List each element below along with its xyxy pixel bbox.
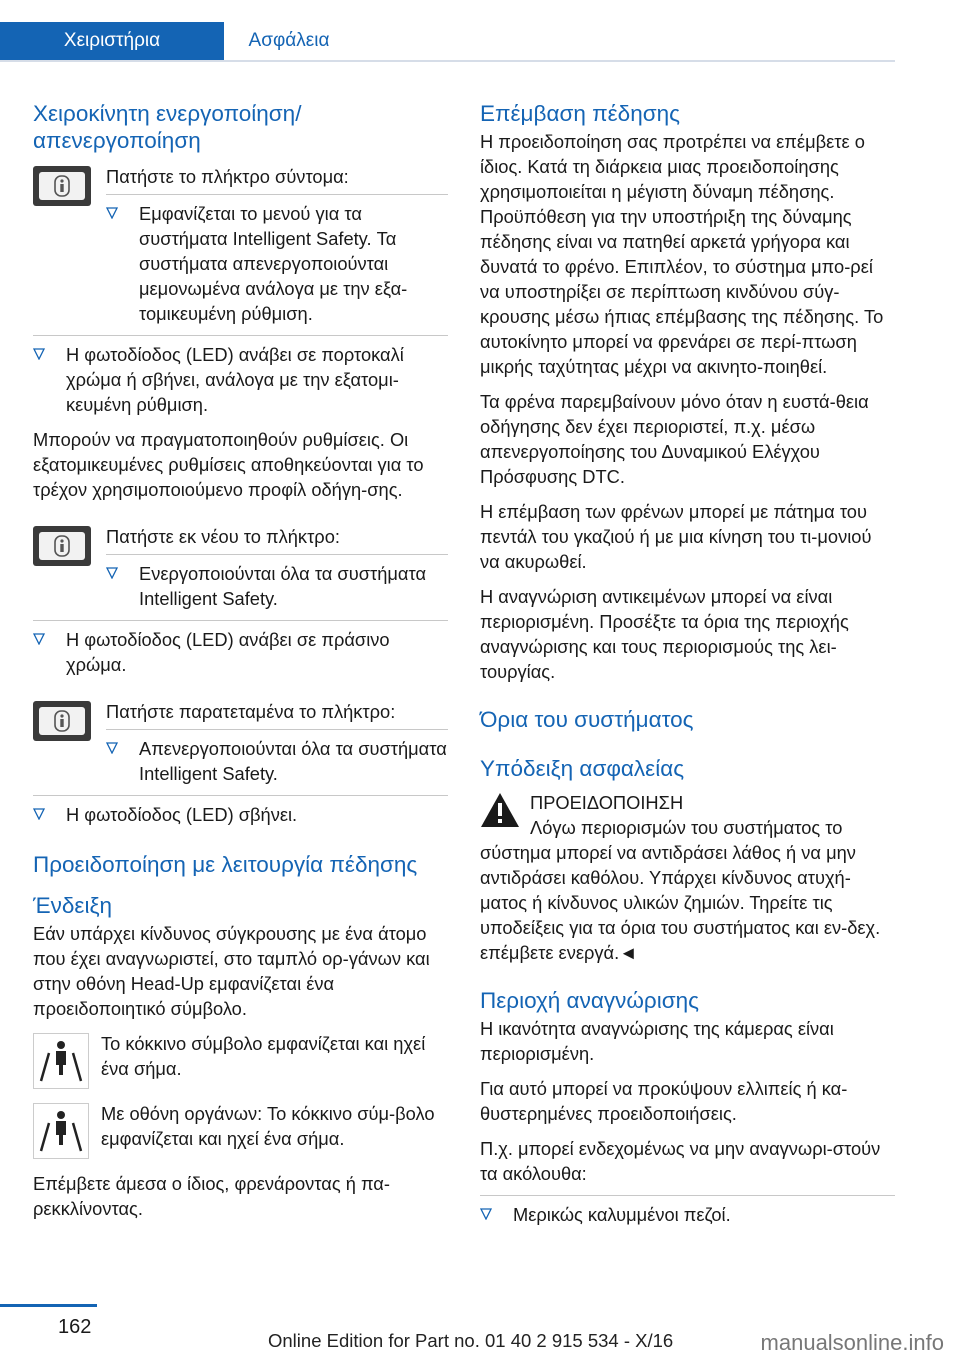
pedestrian-warning-icon — [33, 1033, 89, 1089]
header-tabs — [0, 0, 960, 60]
heading-warning-braking: Προειδοποίηση με λειτουργία πέδησης — [33, 852, 418, 877]
separator-line — [106, 554, 448, 555]
triangle-bullet-icon — [33, 633, 45, 645]
assist-button-icon — [33, 701, 91, 741]
brake-paragraph-1: Η προειδοποίηση σας προτρέπει να επέμβετε ο ίδιος. Κατά τη διάρκεια μιας προειδοποίησης χρησιμοποιείται η μέγιστη δύναμη πέδησης. Προϋπόθεση για την υποστήριξη της δύναμης πέδησης είναι να πατηθεί αρκετά γρήγορα και δυνατά το φρένο. Επιπλέον, το σύστημα μπο-ρεί να υποστηρίξει σε περίπτωση κινδύνου σύγ-κρουσης μέσω ήπιας επέμβασης της πέδησης. Το αυτοκίνητο μπορεί να φρενάρει σε περί-πτωση μικρής ταχύτητας μέχρι να ακινητο-ποιηθεί. — [480, 131, 884, 377]
bullet-text: Εμφανίζεται το μενού για τα συστήματα Intelligent Safety. Τα συστήματα απενεργοποιούνται μεμονωμένα ανάλογα με την εξα-τομικευμένη ρύθμιση. — [139, 203, 408, 324]
warning-triangle-icon — [480, 792, 520, 828]
triangle-bullet-icon — [480, 1208, 492, 1220]
assist-button-icon — [33, 166, 91, 206]
press-long-text: Πατήστε παρατεταμένα το πλήκτρο: — [106, 701, 396, 722]
bullet-menu — [106, 201, 448, 326]
bullet-led-green — [33, 627, 448, 677]
bullet-led-orange — [33, 342, 448, 417]
triangle-bullet-icon — [33, 808, 45, 820]
separator-line — [33, 620, 448, 621]
heading-detection-area: Περιοχή αναγνώρισης — [480, 988, 699, 1013]
bullet-activate-all — [106, 561, 448, 611]
bullet-text: Η φωτοδίοδος (LED) σβήνει. — [66, 804, 298, 825]
triangle-bullet-icon — [106, 207, 118, 219]
triangle-bullet-icon — [106, 567, 118, 579]
intervene-paragraph: Επέμβετε άμεσα ο ίδιος, φρενάροντας ή πα-ρεκκλίνοντας. — [33, 1173, 390, 1219]
area-paragraph-3: Π.χ. μπορεί ενδεχομένως να μην αναγνωρι-στούν τα ακόλουθα: — [480, 1138, 881, 1184]
heading-brake-intervention: Επέμβαση πέδησης — [480, 101, 680, 126]
warning-text: Λόγω περιορισμών του συστήματος το σύστημα μπορεί να αντιδράσει λάθος ή να μην αντιδράσει καθόλου. Υπάρχει κίνδυνος ατυχή-ματος ή κίνδυνος υλικών ζημιών. Τηρείτε τις υποδείξεις για τα όρια του συστήματος και εν-δεχ. επέμβετε ενεργά.◄ — [480, 817, 881, 963]
pedestrian-icon — [33, 1103, 89, 1159]
warning-block — [480, 790, 895, 815]
assist-button-icon — [33, 526, 91, 566]
edition-text: Online Edition for Part no. 01 40 2 915 534 - X/16 — [268, 1330, 674, 1351]
bullet-text: Η φωτοδίοδος (LED) ανάβει σε πορτοκαλί χρώμα ή σβήνει, ανάλογα με την εξατομι-κευμένη ρύθμιση. — [66, 344, 404, 415]
page-number: 162 — [58, 1316, 92, 1338]
bullet-text: Μερικώς καλυμμένοι πεζοί. — [513, 1204, 731, 1225]
separator-line — [33, 795, 448, 796]
brake-paragraph-4: Η αναγνώριση αντικειμένων μπορεί να είναι περιορισμένη. Προσέξτε τα όρια της περιοχής αναγνώρισης και τους περιορισμούς της λει-τουργίας. — [480, 586, 849, 682]
brake-paragraph-2: Τα φρένα παρεμβαίνουν μόνο όταν η ευστά-θεια οδήγησης δεν έχει περιοριστεί, π.χ. μέσω απενεργοποίησης του Δυναμικού Ελέγχου Πρόσφυσης DTC. — [480, 391, 869, 487]
bullet-led-off — [33, 802, 448, 827]
heading-system-limits: Όρια του συστήματος — [480, 707, 694, 732]
tab-controls[interactable]: Χειριστήρια — [0, 22, 224, 62]
instrument-display-text: Με οθόνη οργάνων: Το κόκκινο σύμ-βολο εμφανίζεται και ηχεί ένα σήμα. — [101, 1103, 435, 1149]
press-long-block — [33, 699, 448, 786]
brake-paragraph-3: Η επέμβαση των φρένων μπορεί με πάτημα του πεντάλ του γκαζιού ή με μια κίνηση του τι-μονιού να ακυρωθεί. — [480, 501, 872, 572]
indication-paragraph: Εάν υπάρχει κίνδυνος σύγκρουσης με ένα άτομο που έχει αναγνωριστεί, στο ταμπλό ορ-γάνων και στην οθόνη Head-Up εμφανίζεται ένα προειδοποιητικό σύμβολο. — [33, 923, 430, 1019]
red-symbol-text: Το κόκκινο σύμβολο εμφανίζεται και ηχεί ένα σήμα. — [101, 1033, 426, 1079]
right-column — [480, 100, 895, 1237]
separator-line — [106, 729, 448, 730]
red-symbol-block — [33, 1031, 448, 1091]
left-column — [33, 100, 448, 1231]
bullet-text: Ενεργοποιούνται όλα τα συστήματα Intelligent Safety. — [139, 563, 427, 609]
bullet-deactivate-all — [106, 736, 448, 786]
heading-indication: Ένδειξη — [33, 893, 113, 918]
warning-title: ΠΡΟΕΙΔΟΠΟΙΗΣΗ — [530, 792, 684, 813]
triangle-bullet-icon — [106, 742, 118, 754]
triangle-bullet-icon — [33, 348, 45, 360]
header-divider — [0, 60, 895, 62]
bullet-text: Η φωτοδίοδος (LED) ανάβει σε πράσινο χρώμα. — [66, 629, 390, 675]
tab-safety[interactable]: Ασφάλεια — [248, 30, 330, 51]
bullet-partially-covered — [480, 1202, 895, 1227]
footer-accent-line — [0, 1304, 97, 1307]
area-paragraph-1: Η ικανότητα αναγνώρισης της κάμερας είναι περιορισμένη. — [480, 1018, 834, 1064]
heading-safety-note: Υπόδειξη ασφαλείας — [480, 756, 685, 781]
press-again-block — [33, 524, 448, 611]
press-again-text: Πατήστε εκ νέου το πλήκτρο: — [106, 526, 340, 547]
separator-line — [33, 335, 448, 336]
heading-manual-activation: Χειροκίνητη ενεργοποίηση/απενεργοποίηση — [33, 101, 302, 153]
separator-line — [480, 1195, 895, 1196]
watermark: manualsonline.info — [760, 1330, 944, 1355]
instrument-display-block — [33, 1101, 448, 1161]
press-short-block — [33, 164, 448, 326]
area-paragraph-2: Για αυτό μπορεί να προκύψουν ελλιπείς ή κα-θυστερημένες προειδοποιήσεις. — [480, 1078, 848, 1124]
press-short-text: Πατήστε το πλήκτρο σύντομα: — [106, 166, 349, 187]
separator-line — [106, 194, 448, 195]
settings-paragraph: Μπορούν να πραγματοποιηθούν ρυθμίσεις. Οι εξατομικευμένες ρυθμίσεις αποθηκεύονται για το τρέχον χρησιμοποιούμενο προφίλ οδήγη-σης. — [33, 429, 424, 500]
bullet-text: Απενεργοποιούνται όλα τα συστήματα Intelligent Safety. — [139, 738, 447, 784]
